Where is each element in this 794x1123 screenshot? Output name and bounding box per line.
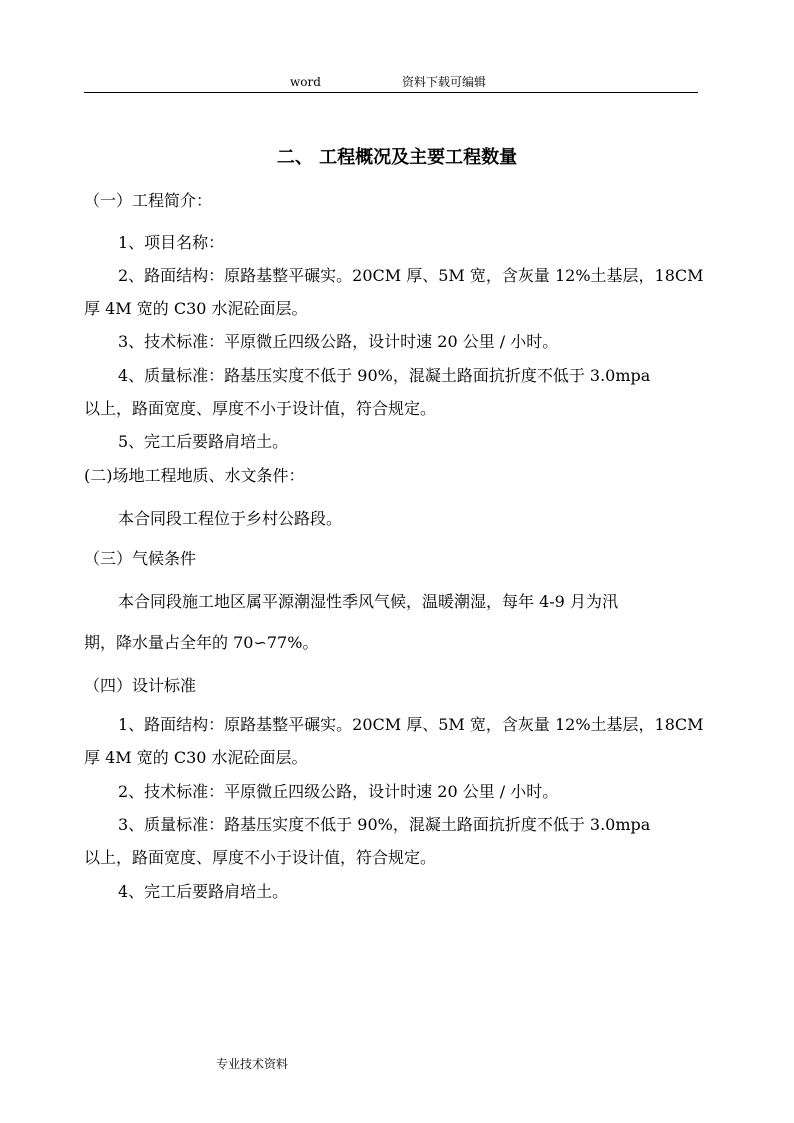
page-header (84, 74, 698, 93)
section-heading-climate: （三）气候条件 (84, 549, 197, 568)
section-heading-geology: (二)场地工程地质、水文条件： (84, 466, 305, 485)
paragraph-design-pavement-structure-cont: 厚 4M 宽的 C30 水泥砼面层。 (84, 748, 308, 767)
header-right-text: 资料下载可编辑 (402, 75, 487, 89)
paragraph-design-quality-standard-cont: 以上，路面宽度、厚度不小于设计值，符合规定。 (84, 848, 437, 867)
section-title: 二、 工程概况及主要工程数量 (276, 147, 518, 168)
paragraph-design-shoulder-soil: 4、完工后要路肩培土。 (118, 882, 289, 901)
page-footer: 专业技术资料 (216, 1057, 289, 1071)
paragraph-location: 本合同段工程位于乡村公路段。 (118, 509, 343, 528)
section-heading-design-standard: （四）设计标准 (84, 676, 197, 695)
paragraph-pavement-structure-cont: 厚 4M 宽的 C30 水泥砼面层。 (84, 299, 308, 318)
paragraph-shoulder-soil: 5、完工后要路肩培土。 (118, 432, 289, 451)
paragraph-project-name: 1、项目名称： (118, 233, 225, 252)
paragraph-quality-standard: 4、质量标准：路基压实度不低于 90%，混凝土路面抗折度不低于 3.0mpa (118, 366, 651, 385)
paragraph-quality-standard-cont: 以上，路面宽度、厚度不小于设计值，符合规定。 (84, 399, 437, 418)
paragraph-technical-standard: 3、技术标准：平原微丘四级公路，设计时速 20 公里 / 小时。 (118, 332, 559, 351)
paragraph-climate-cont: 期，降水量占全年的 70∽77%。 (84, 633, 319, 652)
paragraph-pavement-structure: 2、路面结构：原路基整平碾实。20CM 厚、5M 宽，含灰量 12%土基层，18CM (118, 266, 704, 285)
paragraph-design-quality-standard: 3、质量标准：路基压实度不低于 90%，混凝土路面抗折度不低于 3.0mpa (118, 815, 651, 834)
paragraph-design-pavement-structure: 1、路面结构：原路基整平碾实。20CM 厚、5M 宽，含灰量 12%土基层，18CM (118, 715, 704, 734)
paragraph-climate: 本合同段施工地区属平源潮湿性季风气候，温暖潮湿，每年 4-9 月为汛 (118, 592, 618, 611)
paragraph-design-technical-standard: 2、技术标准：平原微丘四级公路，设计时速 20 公里 / 小时。 (118, 782, 559, 801)
header-left-text: word (290, 75, 321, 89)
section-heading-overview: （一）工程简介： (84, 191, 213, 210)
